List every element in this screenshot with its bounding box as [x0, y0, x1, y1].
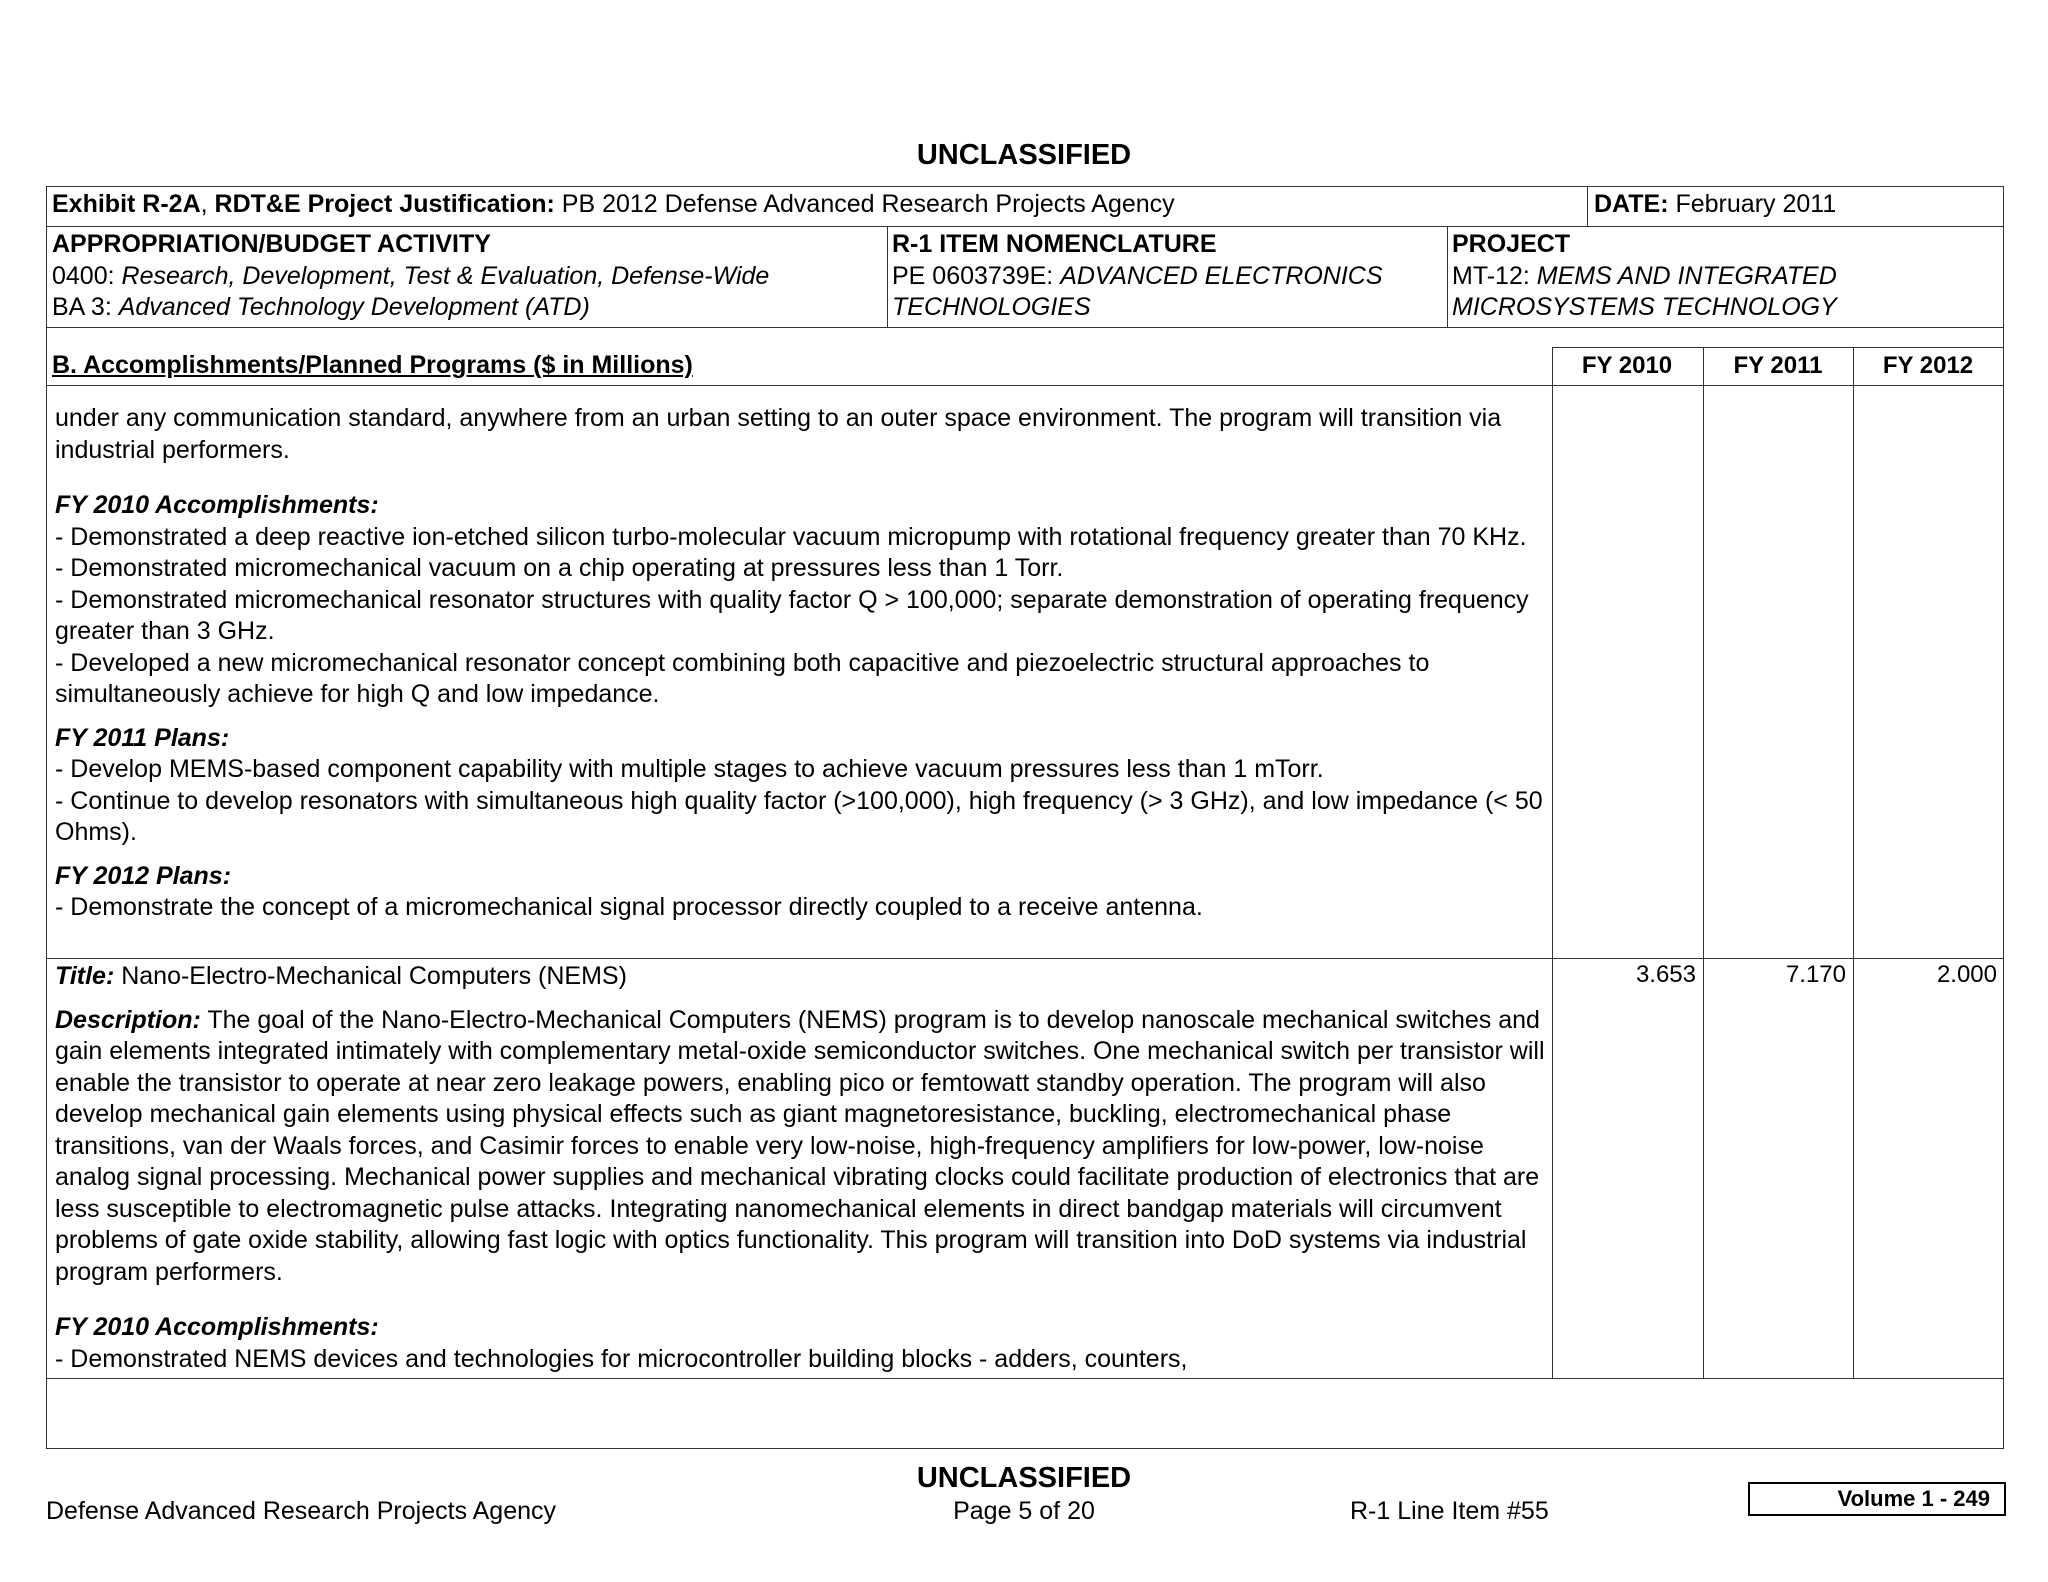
block1-text [55, 403, 1547, 924]
r1-item-line2: TECHNOLOGIES [892, 293, 1091, 321]
date-field [1594, 189, 1994, 221]
block2-title [55, 961, 1547, 993]
list-item: - Demonstrated micromechanical vacuum on a chip operating at pressures less than 1 Torr. [55, 554, 1064, 582]
list-item: - Develop MEMS-based component capability with multiple stages to achieve vacuum pressures less than 1 mTorr. [55, 755, 1324, 783]
list-item: - Demonstrated micromechanical resonator structures with quality factor Q > 100,000; separate demonstration of operating frequency greater than 3 GHz. [55, 585, 1529, 645]
project-line1 [1452, 261, 2002, 293]
date-label: DATE: [1594, 190, 1669, 218]
footer-page: Page 5 of 20 [953, 1497, 1095, 1525]
block1-fy2010-heading: FY 2010 Accomplishments: [55, 491, 379, 519]
appropriation-code1: 0400: [52, 261, 122, 290]
exhibit-title [52, 189, 1582, 221]
block1-fy2011-heading: FY 2011 Plans: [55, 723, 230, 752]
list-item: - Demonstrated a deep reactive ion-etched silicon turbo-molecular vacuum micropump with rotational frequency greater than 70 KHz. [55, 522, 1527, 551]
footer-volume-box: Volume 1 - 249 [1748, 1482, 2006, 1516]
appropriation-line2 [52, 292, 882, 324]
appropriation-text2: Advanced Technology Development (ATD) [118, 293, 590, 321]
project-line2: MICROSYSTEMS TECHNOLOGY [1452, 293, 1837, 321]
justification-value: PB 2012 Defense Advanced Research Projects Agency [554, 190, 1175, 218]
project-name1: MEMS AND INTEGRATED [1536, 261, 1837, 290]
fy2012-column-header: FY 2012 [1882, 352, 1974, 379]
block2-fy2011-value: 7.170 [1785, 961, 1846, 988]
r1-item-cell [892, 229, 1442, 324]
r1-item-line1 [892, 261, 1442, 293]
footer-line-item: R-1 Line Item #55 [1350, 1497, 1549, 1525]
project-heading: PROJECT [1452, 230, 1571, 258]
classification-bottom: UNCLASSIFIED [916, 1462, 1132, 1494]
block2-description-label: Description: [55, 1005, 201, 1034]
block2-fy2012-value: 2.000 [1936, 961, 1997, 988]
appropriation-code2: BA 3: [52, 293, 119, 321]
appropriation-line1 [52, 261, 882, 293]
block2-title-label: Title: [55, 962, 115, 990]
block2-description [55, 1005, 1547, 1289]
r1-item-name1: ADVANCED ELECTRONICS [1060, 261, 1383, 290]
block2-title-value: Nano-Electro-Mechanical Computers (NEMS) [114, 962, 627, 990]
exhibit-label: Exhibit R-2A [52, 190, 201, 218]
project-code: MT-12: [1452, 261, 1537, 290]
list-item: - Demonstrated NEMS devices and technologies for microcontroller building blocks - adders, counters, [55, 1344, 1188, 1373]
appropriation-cell [52, 229, 882, 324]
r1-item-heading: R-1 ITEM NOMENCLATURE [892, 230, 1217, 258]
exhibit-comma: , [200, 190, 215, 218]
section-title: B. Accomplishments/Planned Programs ($ in Millions) [52, 351, 693, 379]
block2-fy2010-value: 3.653 [1635, 961, 1696, 988]
justification-label: RDT&E Project Justification: [214, 190, 555, 218]
appropriation-text1: Research, Development, Test & Evaluation, Defense-Wide [121, 261, 770, 290]
list-item: - Demonstrate the concept of a micromechanical signal processor directly coupled to a receive antenna. [55, 893, 1203, 921]
fy2011-column-header: FY 2011 [1733, 352, 1823, 379]
block1-fy2012-heading: FY 2012 Plans: [55, 861, 232, 890]
block2-fy2010-heading: FY 2010 Accomplishments: [55, 1313, 379, 1341]
r1-item-code: PE 0603739E: [892, 261, 1061, 290]
date-value: February 2011 [1668, 190, 1837, 218]
block2-text [55, 961, 1547, 1375]
list-item: - Continue to develop resonators with simultaneous high quality factor (>100,000), high frequency (> 3 GHz), and low impedance (< 50 Ohms). [55, 786, 1543, 846]
block2-description-value: The goal of the Nano-Electro-Mechanical Computers (NEMS) program is to develop nanoscale mechanical switches and gain elements integrated intimately with complementary metal-oxide semiconductor switches. One mechanical switch per transistor will enable the transistor to operate at near zero leakage powers, enabling pico or femtowatt standby operation. The program will also develop mechanical gain elements using physical effects such as giant magnetoresistance, buckling, electromechanical phase transitions, van der Waals forces, and Casimir forces to enable very low-noise, high-frequency amplifiers for low-power, low-noise analog signal processing. Mechanical power supplies and mechanical vibrating clocks could facilitate production of electronics that are less susceptible to electromagnetic pulse attacks. Integrating nanomechanical elements in direct bandgap materials will circumvent problems of gate oxide stability, allowing fast logic with optics functionality. This program will transition into DoD systems via industrial program performers. [55, 1005, 1545, 1286]
appropriation-heading: APPROPRIATION/BUDGET ACTIVITY [52, 230, 491, 258]
block1-intro: under any communication standard, anywhere from an urban setting to an outer space environment. The program will transition via industrial performers. [55, 404, 1502, 464]
project-cell [1452, 229, 2002, 324]
footer-agency: Defense Advanced Research Projects Agency [46, 1497, 557, 1525]
fy2010-column-header: FY 2010 [1581, 352, 1673, 379]
classification-top: UNCLASSIFIED [916, 139, 1132, 171]
list-item: - Developed a new micromechanical resonator concept combining both capacitive and piezoelectric structural approaches to simultaneously achieve for high Q and low impedance. [55, 648, 1430, 708]
